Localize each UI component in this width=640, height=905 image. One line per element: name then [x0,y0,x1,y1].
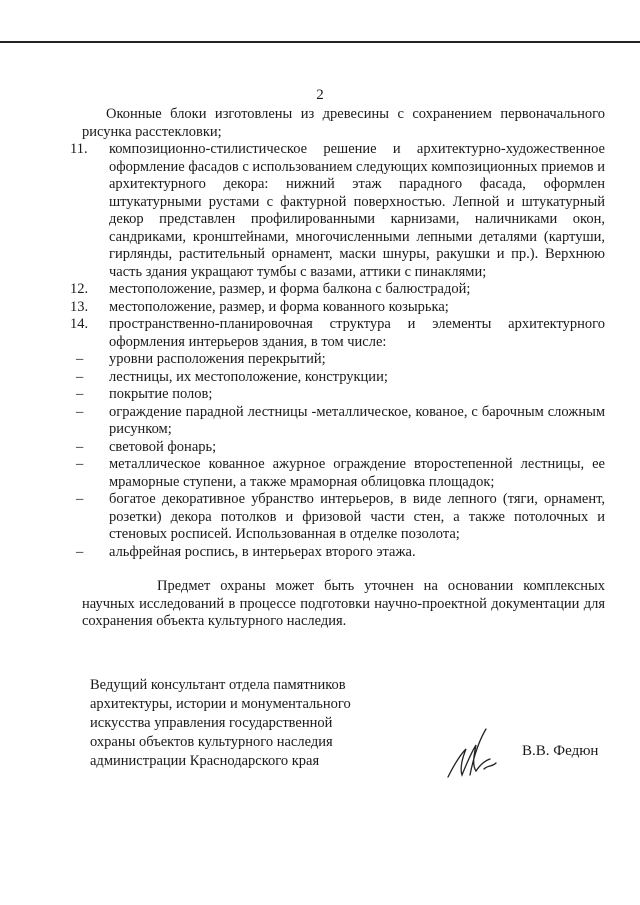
list-item-text: местоположение, размер, и форма балкона с балюстрадой; [109,281,471,297]
bullet-item [76,351,605,369]
position-line: искусства управления государственной [90,715,333,731]
bullet-text: богатое декоративное убранство интерьеров, в виде лепного (тяги, орнамент, розетки) декора потолков и фризовой части стен, а также потолочных и стеновых росписей. Использованная в отделке позолота; [109,491,605,542]
list-item-text: композиционно-стилистическое решение и архитектурно-художественное оформление фасадов с использованием следующих композиционных приемов и архитектурного декора: нижний этаж парадного фасада, оформлен штукатурными рустами с фактурной поверхностью. Лепной и штукатурный декор представлен профилированными карнизами, наличниками окон, сандриками, кронштейнами, многочисленными лепными деталями (картуши, гирлянды, растительный орнамент, маски шнуры, ракушки и пр.). Верхнюю часть здания укращают тумбы с вазами, аттики с пинаклями; [109,141,605,280]
list-item [70,298,605,317]
bullet-text: световой фонарь; [109,438,217,455]
bullet-text: альфрейная роспись, в интерьерах второго этажа. [109,543,416,560]
list-item-text: местоположение, размер, и форма кованного козырька; [109,298,449,315]
bullet-text: покрытие полов; [109,386,213,402]
bullet-list [76,351,605,561]
bullet-item [76,543,605,562]
list-item [70,141,605,281]
bullet-item [76,386,605,404]
bullet-text: лестницы, их местоположение, конструкции; [109,368,388,385]
signatory-name: В.В. Федюн [522,743,599,759]
list-item-text: пространственно-планировочная структура и элементы архитектурного оформления интерьеров здания, в том числе: [109,316,605,350]
position-line: администрации Краснодарского края [90,753,320,769]
bullet-item [76,368,605,387]
bullet-item [76,491,605,544]
position-line: архитектуры, истории и монументального [90,696,351,712]
bullet-item [76,403,605,439]
bullet-text: уровни расположения перекрытий; [109,351,326,367]
closing-paragraph: Предмет охраны может быть уточнен на основании комплексных научных исследований в процессе подготовки научно-проектной документации для сохранения объекта культурного наследия. [82,578,605,629]
numbered-list [70,141,605,351]
bullet-text: ограждение парадной лестницы -металлическое, кованое, с барочным сложным рисунком; [109,403,605,437]
top-rule [0,41,640,43]
dash-icon: – [76,403,84,420]
dash-icon: – [76,491,84,507]
intro-paragraph: Оконные блоки изготовлены из древесины с сохранением первоначального рисунка расстекловки; [82,106,605,140]
list-item [70,281,605,299]
list-item-number: 13. [70,298,89,315]
page-number: 2 [316,87,324,103]
bullet-item [76,438,605,457]
dash-icon: – [76,386,84,402]
list-item-number: 12. [70,281,89,297]
bullet-item [76,456,605,491]
dash-icon: – [76,351,84,367]
position-line: охраны объектов культурного наследия [90,734,333,750]
document-body [70,106,605,631]
position-line: Ведущий консультант отдела памятников [90,677,346,693]
list-item [70,316,605,351]
dash-icon: – [76,438,84,455]
list-item-number: 14. [70,316,89,332]
list-item-number: 11. [70,141,88,157]
dash-icon: – [76,368,84,385]
dash-icon: – [76,543,84,560]
bullet-text: металлическое кованное ажурное ограждение второстепенной лестницы, ее мраморные ступени, а также мраморная облицовка площадок; [109,456,605,490]
handwritten-signature [440,725,500,785]
signatory-position [90,676,390,771]
dash-icon: – [76,456,84,472]
